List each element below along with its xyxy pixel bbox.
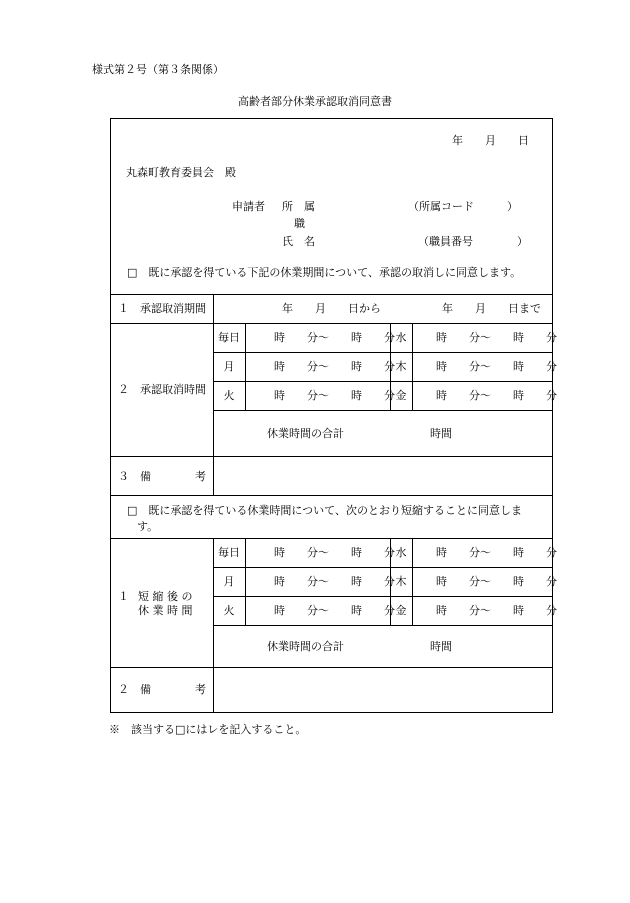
time-range-cell[interactable]: 時 分〜 時 分 [274,331,395,344]
day-cell: 月 [223,575,235,588]
form-title: 高齢者部分休業承認取消同意書 [238,95,392,108]
divider [245,323,246,410]
consent-cancel-checkbox[interactable]: □ 既に承認を得ている下記の休業期間について、承認の取消しに同意します。 [127,266,522,279]
total-hours-unit[interactable]: 時間 [430,427,452,440]
remarks-label: ３ 備 考 [118,470,206,483]
day-cell: 木 [395,575,407,588]
date-line[interactable]: 年 月 日 [452,134,529,147]
divider [213,567,553,568]
total-hours-label: 休業時間の合計 [267,427,344,440]
shortened-time-num: １ [118,590,129,603]
time-range-cell[interactable]: 時 分〜 時 分 [436,575,557,588]
divider [110,667,553,668]
consent-shorten-continued: す。 [137,520,159,533]
time-range-cell[interactable]: 時 分〜 時 分 [436,331,557,344]
consent-shorten-checkbox[interactable]: □ 既に承認を得ている休業時間について、次のとおり短縮することに同意しま [127,504,522,517]
total-hours-unit[interactable]: 時間 [430,640,452,653]
divider [245,538,246,625]
shortened-time-label: 休 業 時 間 [138,604,193,617]
day-cell: 水 [395,331,407,344]
period-from[interactable]: 年 月 日から [282,302,381,315]
recipient: 丸森町教育委員会 殿 [126,166,236,179]
time-range-cell[interactable]: 時 分〜 時 分 [436,546,557,559]
time-range-cell[interactable]: 時 分〜 時 分 [274,604,395,617]
applicant-label: 申請者 [232,200,265,213]
divider [412,538,413,625]
day-cell: 金 [395,389,407,402]
day-cell: 金 [395,604,407,617]
total-hours-label: 休業時間の合計 [267,640,344,653]
staff-number[interactable]: （職員番号 ） [418,235,528,248]
day-cell: 毎日 [218,546,240,559]
remarks-label: ２ 備 考 [118,683,206,696]
divider [213,352,553,353]
divider [110,495,553,496]
divider [213,625,553,626]
affiliation-code[interactable]: （所属コード ） [408,200,518,213]
cancel-time-label: ２ 承認取消時間 [118,383,206,396]
name-label: 氏 名 [282,235,315,248]
time-range-cell[interactable]: 時 分〜 時 分 [274,546,395,559]
day-cell: 水 [395,546,407,559]
cancel-period-label: １ 承認取消期間 [118,302,206,315]
position-label: 職 [294,217,305,230]
day-cell: 火 [223,604,235,617]
divider [110,456,553,457]
time-range-cell[interactable]: 時 分〜 時 分 [274,389,395,402]
divider [412,323,413,410]
divider [110,538,553,539]
time-range-cell[interactable]: 時 分〜 時 分 [274,360,395,373]
affiliation-label: 所 属 [282,200,315,213]
time-range-cell[interactable]: 時 分〜 時 分 [436,389,557,402]
divider [213,410,553,411]
day-cell: 毎日 [218,331,240,344]
shortened-time-label: 短 縮 後 の [138,590,193,603]
form-number: 様式第２号（第３条関係） [92,63,224,76]
footnote: ※ 該当する□にはレを記入すること。 [109,723,307,736]
time-range-cell[interactable]: 時 分〜 時 分 [436,604,557,617]
divider [213,596,553,597]
divider [213,538,214,713]
divider [110,294,553,295]
day-cell: 火 [223,389,235,402]
time-range-cell[interactable]: 時 分〜 時 分 [274,575,395,588]
day-cell: 木 [395,360,407,373]
time-range-cell[interactable]: 時 分〜 時 分 [436,360,557,373]
divider [110,323,553,324]
divider [213,381,553,382]
day-cell: 月 [223,360,235,373]
period-to[interactable]: 年 月 日まで [442,302,541,315]
